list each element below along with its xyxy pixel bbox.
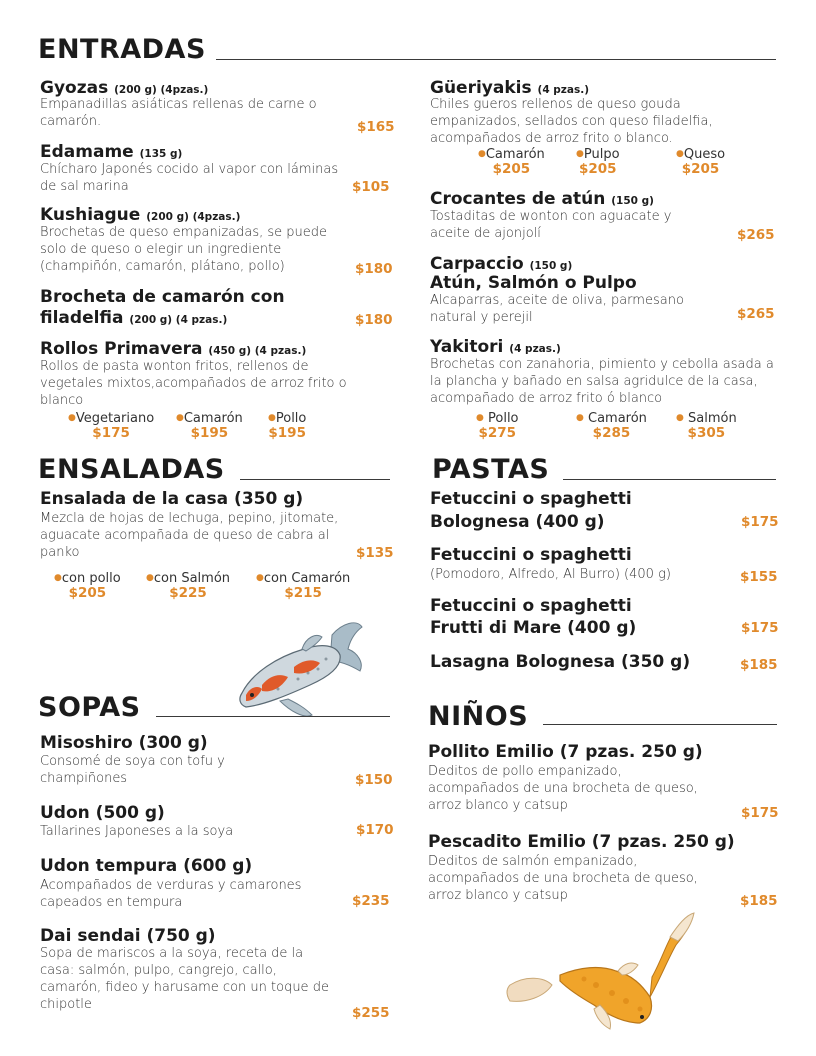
item-price-misoshiro: $150 xyxy=(355,772,393,788)
item-price-udon-tempura: $235 xyxy=(352,893,390,909)
item-desc-carpaccio: Alcaparras, aceite de oliva, parmesano natural y perejil xyxy=(430,293,684,325)
item-price-edamame: $105 xyxy=(352,179,390,195)
item-desc-kushiague: Brochetas de queso empanizadas, se puede solo de queso o elegir un ingrediente (champiñón, camarón, plátano, pollo) xyxy=(40,225,328,274)
item-name-edamame: Edamame (135 g) xyxy=(40,142,183,162)
option-yakitori-salmon: ● Salmón $305 xyxy=(676,411,737,441)
item-name-pollito-emilio: Pollito Emilio (7 pzas. 250 g) xyxy=(428,742,703,762)
item-price-pollito-emilio: $175 xyxy=(741,805,779,821)
item-price-ensalada-casa: $135 xyxy=(356,545,394,561)
item-price-fetuccini-salsas: $155 xyxy=(740,569,778,585)
item-price-lasagna: $185 xyxy=(740,657,778,673)
section-divider xyxy=(563,479,776,480)
item-price-carpaccio: $265 xyxy=(737,306,775,322)
item-price-dai-sendai: $255 xyxy=(352,1005,390,1021)
item-name-gueriyakis: Güeriyakis (4 pzas.) xyxy=(430,78,590,98)
section-divider xyxy=(216,59,776,60)
item-name-udon-tempura: Udon tempura (600 g) xyxy=(40,856,253,876)
item-desc-misoshiro: Consomé de soya con tofu y champiñones xyxy=(40,754,225,786)
golden-koi-fish-illustration xyxy=(500,905,700,1035)
item-price-gyozas: $165 xyxy=(357,119,395,135)
item-name-pescadito-emilio: Pescadito Emilio (7 pzas. 250 g) xyxy=(428,832,735,852)
item-name-lasagna: Lasagna Bolognesa (350 g) xyxy=(430,652,691,672)
item-desc-udon-tempura: Acompañados de verduras y camarones capeados en tempura xyxy=(40,878,302,910)
section-title-sopas: SOPAS xyxy=(38,692,141,723)
item-price-frutti: $175 xyxy=(741,620,779,636)
item-desc-fetuccini-salsas: (Pomodoro, Alfredo, Al Burro) (400 g) xyxy=(430,567,671,582)
section-divider xyxy=(156,716,390,717)
item-name-frutti-line1: Fetuccini o spaghetti xyxy=(430,596,632,616)
item-desc-rollos: Rollos de pasta wonton fritos, rellenos de vegetales mixtos,acompañados de arroz frito o blanco xyxy=(40,359,347,408)
item-price-bolognesa: $175 xyxy=(741,514,779,530)
item-name-ensalada-casa: Ensalada de la casa (350 g) xyxy=(40,489,304,509)
item-price-pescadito-emilio: $185 xyxy=(740,893,778,909)
option-rollos-vegetariano: ●Vegetariano $175 xyxy=(68,411,155,441)
item-name-bolognesa-line1: Fetuccini o spaghetti xyxy=(430,489,632,509)
item-name-carpaccio-line2: Atún, Salmón o Pulpo xyxy=(430,273,637,293)
option-gueriyakis-pulpo: ●Pulpo $205 xyxy=(576,147,620,177)
item-desc-gueriyakis: Chiles gueros rellenos de queso gouda empanizados, sellados con queso filadelfia, acompañados de arroz frito o blanco. xyxy=(430,97,713,146)
item-name-crocantes: Crocantes de atún (150 g) xyxy=(430,189,654,209)
item-desc-crocantes: Tostaditas de wonton con aguacate y aceite de ajonjolí xyxy=(430,209,672,241)
item-name-gyozas: Gyozas (200 g) (4pzas.) xyxy=(40,78,209,98)
item-name-rollos: Rollos Primavera (450 g) (4 pzas.) xyxy=(40,339,307,359)
item-desc-dai-sendai: Sopa de mariscos a la soya, receta de la casa: salmón, pulpo, cangrejo, callo, camarón, fideo y harusame con un toque de chipotle xyxy=(40,946,329,1012)
section-title-entradas: ENTRADAS xyxy=(38,34,206,65)
section-title-ninos: NIÑOS xyxy=(428,701,529,732)
item-price-brocheta: $180 xyxy=(355,312,393,328)
item-name-carpaccio: Carpaccio (150 g) xyxy=(430,254,573,274)
item-desc-pollito-emilio: Deditos de pollo empanizado, acompañados de una brocheta de queso, arroz blanco y catsup xyxy=(428,764,698,813)
option-ensalada-camaron: ●con Camarón $215 xyxy=(256,571,351,601)
item-name-kushiague: Kushiague (200 g) (4pzas.) xyxy=(40,205,241,225)
option-rollos-camaron: ●Camarón $195 xyxy=(176,411,243,441)
item-name-brocheta-line1: Brocheta de camarón con xyxy=(40,287,285,307)
item-name-yakitori: Yakitori (4 pzas.) xyxy=(430,337,561,357)
item-desc-gyozas: Empanadillas asiáticas rellenas de carne o camarón. xyxy=(40,97,317,129)
item-desc-ensalada-casa: Mezcla de hojas de lechuga, pepino, jitomate, aguacate acompañada de queso de cabra al panko xyxy=(40,511,339,560)
section-title-ensaladas: ENSALADAS xyxy=(38,454,225,485)
koi-fish-illustration xyxy=(232,615,367,725)
option-yakitori-camaron: ● Camarón $285 xyxy=(576,411,647,441)
item-name-misoshiro: Misoshiro (300 g) xyxy=(40,733,208,753)
item-name-udon: Udon (500 g) xyxy=(40,803,165,823)
section-divider xyxy=(240,479,390,480)
option-gueriyakis-camaron: ●Camarón $205 xyxy=(478,147,545,177)
item-desc-pescadito-emilio: Deditos de salmón empanizado, acompañados de una brocheta de queso, arroz blanco y catsup xyxy=(428,854,698,903)
option-gueriyakis-queso: ●Queso $205 xyxy=(676,147,726,177)
option-rollos-pollo: ●Pollo $195 xyxy=(268,411,307,441)
item-name-frutti-line2: Frutti di Mare (400 g) xyxy=(430,618,637,638)
option-ensalada-pollo: ●con pollo $205 xyxy=(54,571,121,601)
item-name-bolognesa-line2: Bolognesa (400 g) xyxy=(430,512,605,532)
section-divider xyxy=(543,724,777,725)
item-desc-yakitori: Brochetas con zanahoria, pimiento y cebolla asada a la plancha y bañado en salsa agridulce de la casa, acompañado de arroz frito ó blanco xyxy=(430,357,774,406)
item-name-fetuccini-salsas: Fetuccini o spaghetti xyxy=(430,545,632,565)
item-name-brocheta-line2: filadelfia (200 g) (4 pzas.) xyxy=(40,308,228,328)
option-yakitori-pollo: ● Pollo $275 xyxy=(476,411,519,441)
option-ensalada-salmon: ●con Salmón $225 xyxy=(146,571,231,601)
item-price-udon: $170 xyxy=(356,822,394,838)
item-name-dai-sendai: Dai sendai (750 g) xyxy=(40,926,216,946)
item-desc-udon: Tallarines Japoneses a la soya xyxy=(40,824,234,839)
item-desc-edamame: Chícharo Japonés cocido al vapor con láminas de sal marina xyxy=(40,162,339,194)
section-title-pastas: PASTAS xyxy=(432,454,550,485)
item-price-crocantes: $265 xyxy=(737,227,775,243)
item-price-kushiague: $180 xyxy=(355,261,393,277)
